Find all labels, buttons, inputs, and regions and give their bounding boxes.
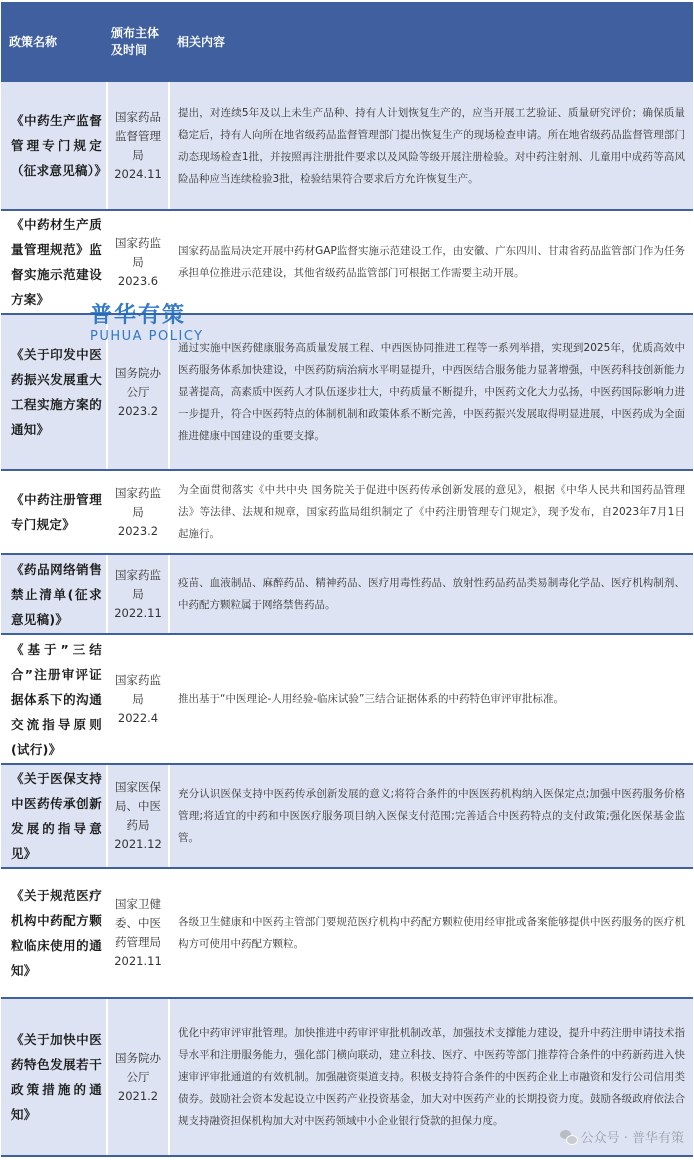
account-watermark [560, 1127, 684, 1146]
watermark-zh: 普华有策 [90, 303, 187, 328]
policy-content: 通过实施中医药健康服务高质量发展工程、中西医协同推进工程等一系列举措，实现到2025年，优质高效中医药服务体系加快建设，中医药防病治病水平明显提升，中西医结合服务能力显著增强，中医药科技创新能力显著提高，高素质中医药人才队伍逐步壮大，中药质量不断提升，中医药文化大力弘扬，中医药国际影响力进一步提升，符合中医药特点的体制机制和政策体系不断完善，中医药振兴发展取得明显进展，中医药成为全面推进健康中国建设的重要支撑。 [169, 314, 693, 470]
table-row [1, 314, 693, 470]
header-content: 相关内容 [177, 34, 226, 49]
policy-content: 疫苗、血液制品、麻醉药品、精神药品、医疗用毒性药品、放射性药品药品类易制毒化学品、医疗机构制剂、中药配方颗粒属于网络禁售药品。 [169, 554, 693, 634]
issue-date: 2023.2 [117, 403, 159, 418]
issuer-cell [107, 82, 169, 210]
table-row [1, 210, 693, 314]
policy-name: 《关于医保支持中医药传承创新发展的指导意见》 [1, 764, 107, 868]
table-row [1, 868, 693, 998]
policy-content: 充分认识医保支持中医药传承创新发展的意义;将符合条件的中医医药机构纳入医保定点;加强中医药服务价格管理;将适宜的中药和中医医疗服务项目纳入医保支付范围;完善适合中医药特点的支付政策;强化医保基金监管。 [169, 764, 693, 868]
issuer-cell [107, 470, 169, 554]
issue-date: 2021.2 [117, 1088, 159, 1103]
issue-date: 2022.11 [114, 605, 162, 620]
policy-content: 为全面贯彻落实《中共中央 国务院关于促进中医药传承创新发展的意见》，根据《中华人民共和国药品管理法》等法律、法规和规章，国家药监局组织制定了《中药注册管理专门规定》，现予发布，自2023年7月1日起施行。 [169, 470, 693, 554]
issuer-cell [107, 998, 169, 1156]
issuer: 国家药监局 [115, 567, 161, 601]
table-row [1, 82, 693, 210]
policy-name: 《中药注册管理专门规定》 [1, 470, 107, 554]
issuer: 国家药监局 [115, 672, 161, 706]
policy-content: 各级卫生健康和中医药主管部门要规范医疗机构中药配方颗粒使用经审批或备案能够提供中医药服务的医疗机构方可使用中药配方颗粒。 [169, 868, 693, 998]
issuer: 国家药监局 [115, 485, 161, 519]
issue-date: 2021.11 [114, 954, 162, 968]
issuer: 国家卫健委、中医药管理局 [115, 897, 161, 949]
policy-content: 国家药品监局决定开展中药材GAP监督实施示范建设工作，由安徽、广东四川、甘肃省药品监管部门作为任务承担单位推进示范建设，其他省级药品监管部门可根据工作需要主动开展。 [169, 210, 693, 314]
issuer-cell [107, 554, 169, 634]
issuer: 国家医保局、中医药局 [115, 780, 161, 832]
issue-date: 2021.12 [114, 837, 162, 851]
policy-table [1, 2, 693, 1157]
table-row [1, 470, 693, 554]
wechat-icon [560, 1130, 576, 1144]
policy-name: 《药品网络销售禁止清单(征求意见稿)》 [1, 554, 107, 634]
policy-name: 《中药生产监督管理专门规定（征求意见稿）》 [1, 82, 107, 210]
policy-content: 提出，对连续5年及以上未生产品种、持有人计划恢复生产的，应当开展工艺验证、质量研究评价；确保质量稳定后，持有人向所在地省级药品监督管理部门提出恢复生产的现场检查申请。所在地省级药品监督管理部门动态现场检查1批，并按照再注册批件要求以及风险等级开展注册检验。对中药注射剂、儿童用中成药等高风险品种应当连续检验3批，检验结果符合要求后方允许恢复生产。 [169, 82, 693, 210]
policy-name: 《关于加快中医药特色发展若干政策措施的通知》 [1, 998, 107, 1156]
policy-name: 《关于规范医疗机构中药配方颗粒临床使用的通知》 [1, 868, 107, 998]
policy-content: 推出基于“中医理论-人用经验-临床试验”三结合证据体系的中药特色审评审批标准。 [169, 634, 693, 764]
issuer-cell [107, 868, 169, 998]
issuer-cell [107, 314, 169, 470]
policy-name: 《中药材生产质量管理规范》监督实施示范建设方案》 [1, 210, 107, 314]
issue-date: 2023.2 [117, 523, 159, 538]
issue-date: 2024.11 [114, 166, 162, 181]
table-row [1, 764, 693, 868]
policy-content: 优化中药审评审批管理。加快推进中药审评审批机制改革，加强技术支撑能力建设，提升中药注册申请技术指导水平和注册服务能力，强化部门横向联动，建立科技、医疗、中医药等部门推荐符合条件的中药新药进入快速审评审批通道的有效机制。加强融资渠道支持。积极支持符合条件的中医药企业上市融资和发行公司信用类债券。鼓励社会资本发起设立中医药产业投资基金，加大对中医药产业的长期投资力度。鼓励各级政府依法合规支持融资担保机构加大对中医药领域中小企业银行贷款的担保力度。 [169, 998, 693, 1156]
issuer-cell [107, 634, 169, 764]
issuer: 国家药监局 [115, 235, 161, 269]
table-row [1, 634, 693, 764]
table-header-row [1, 2, 693, 82]
watermark-en: PUHUA POLICY [90, 329, 204, 344]
account-name: 公众号 · 普华有策 [580, 1131, 684, 1146]
issuer: 国家药品监督管理局 [115, 109, 161, 162]
header-issuer-date: 颁布主体及时间 [111, 26, 160, 57]
policy-name: 《关于印发中医药振兴发展重大工程实施方案的通知》 [1, 314, 107, 470]
issue-date: 2023.6 [117, 273, 159, 288]
issuer-cell [107, 764, 169, 868]
issuer: 国务院办公厅 [115, 365, 161, 399]
header-policy-name: 政策名称 [9, 34, 58, 49]
issuer-cell [107, 210, 169, 314]
policy-name: 《基于”三结合”注册审评证据体系下的沟通交流指导原则(试行)》 [1, 634, 107, 764]
issuer: 国务院办公厅 [115, 1050, 161, 1084]
table-row [1, 554, 693, 634]
issue-date: 2022.4 [117, 710, 159, 725]
